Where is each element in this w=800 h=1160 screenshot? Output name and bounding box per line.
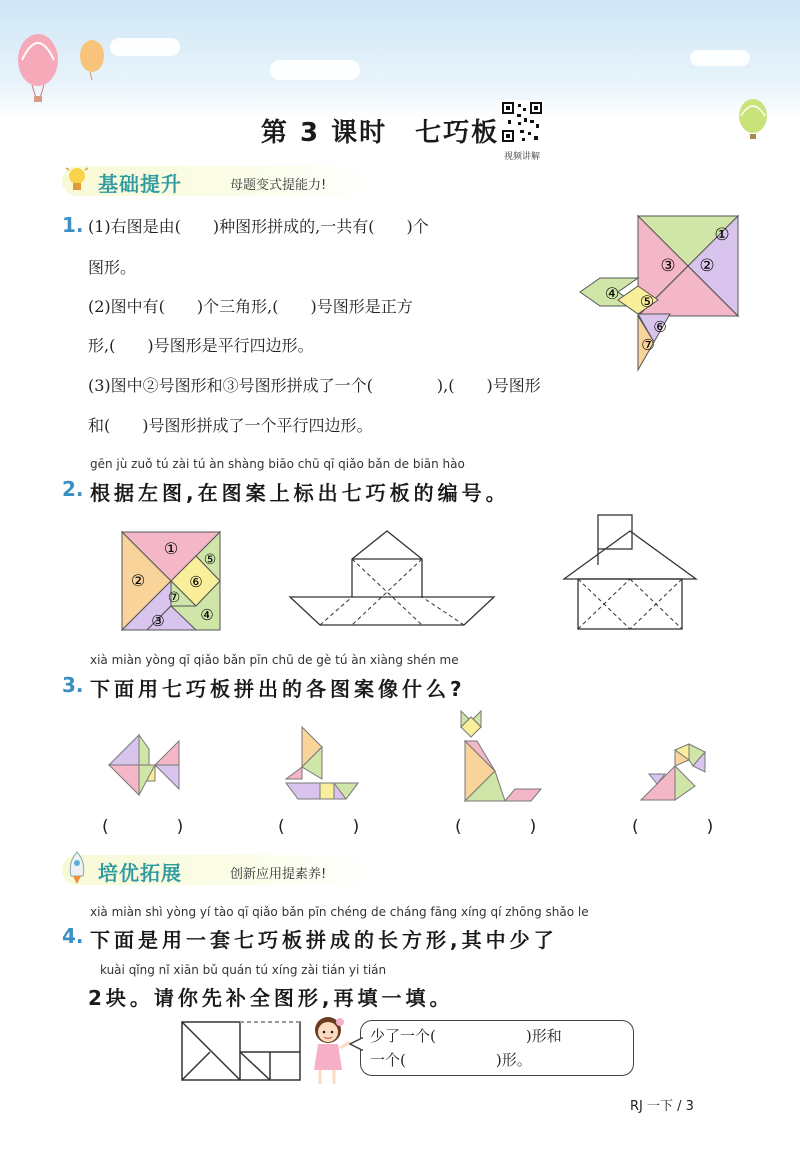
square-label: ③: [151, 612, 165, 630]
page-number: RJ 一下 / 3: [630, 1099, 694, 1114]
q1-line: 图形。: [88, 258, 137, 277]
bubble-tail: [348, 1036, 364, 1052]
rocket-icon: [64, 850, 90, 886]
q3-text: 下面用七巧板拼出的各图案像什么?: [90, 677, 466, 701]
question-number: 1.: [62, 213, 84, 237]
answer-blank[interactable]: ( ): [102, 817, 184, 837]
section-subtitle: 母题变式提能力!: [230, 178, 327, 193]
tangram-rectangle-figure: [180, 1018, 304, 1084]
square-label: ②: [130, 571, 146, 590]
q1-line: (2)图中有( )个三角形,( )号图形是正方: [88, 297, 413, 316]
question-number: 4.: [62, 924, 84, 948]
lightbulb-icon: [64, 164, 90, 196]
q1-line: 形,( )号图形是平行四边形。: [88, 336, 314, 355]
bubble-line: 少了一个( )形和: [370, 1027, 562, 1045]
question-number: 2.: [62, 477, 84, 501]
section-title: 基础提升: [98, 172, 182, 196]
q1-line: (3)图中②号图形和③号图形拼成了一个( ),( )号图形: [88, 376, 541, 395]
q1-line: 和( )号图形拼成了一个平行四边形。: [88, 416, 373, 435]
square-label: ④: [200, 606, 214, 624]
pinyin-line: xià miàn yòng qī qiǎo bǎn pīn chū de gè tú àn xiàng shén me: [90, 653, 459, 667]
square-label: ⑤: [203, 552, 217, 568]
qr-caption: 视频讲解: [503, 152, 540, 162]
answer-blank[interactable]: ( ): [632, 817, 714, 837]
square-label: ①: [163, 539, 179, 558]
cloud: [270, 60, 360, 80]
square-label: ⑥: [189, 573, 203, 591]
bubble-line: 一个( )形。: [370, 1051, 532, 1069]
question-number: 3.: [62, 673, 84, 697]
q4-text: 下面是用一套七巧板拼成的长方形,其中少了: [90, 928, 558, 952]
balloons-icon: [10, 30, 120, 110]
tangram-boat-icon: [282, 725, 362, 805]
answer-blank[interactable]: ( ): [455, 817, 537, 837]
pinyin-line: xià miàn shì yòng yí tào qī qiǎo bǎn pīn chéng de cháng fāng xíng qí zhōng shǎo le: [90, 905, 589, 919]
cloud: [110, 38, 180, 56]
tangram-square: [120, 530, 225, 635]
q2-text: 根据左图,在图案上标出七巧板的编号。: [90, 481, 510, 505]
figure-label: ⑤: [639, 292, 655, 311]
square-label: ⑦: [167, 590, 181, 606]
page-title: 第 3 课时 七巧板: [260, 118, 500, 148]
q1-line: (1)右图是由( )种图形拼成的,一共有( )个: [88, 217, 429, 236]
cloud: [690, 50, 750, 66]
header-sky: [0, 0, 800, 120]
figure-label: ⑦: [641, 336, 655, 354]
section-title: 培优拓展: [98, 861, 182, 885]
figure-label: ⑥: [653, 318, 667, 336]
tangram-house-outline: [560, 513, 700, 633]
qr-code-icon[interactable]: [500, 100, 544, 144]
pinyin-line: kuài qǐng nǐ xiān bǔ quán tú xíng zài tián yi tián: [100, 963, 387, 977]
pinyin-line: gēn jù zuǒ tú zài tú àn shàng biāo chū qī qiǎo bǎn de biān hào: [90, 457, 465, 471]
answer-blank[interactable]: ( ): [278, 817, 360, 837]
tangram-bird-icon: [635, 740, 715, 805]
tangram-fish-icon: [105, 725, 185, 805]
figure-label: ①: [714, 225, 730, 245]
figure-label: ③: [660, 256, 676, 276]
section-subtitle: 创新应用提素养!: [230, 867, 327, 882]
tangram-boat-outline: [288, 525, 498, 635]
tangram-cat-icon: [455, 705, 545, 805]
q4-text: 2块。请你先补全图形,再填一填。: [88, 986, 454, 1010]
tangram-figure: [572, 210, 752, 375]
figure-label: ④: [604, 284, 620, 303]
figure-label: ②: [699, 256, 715, 276]
